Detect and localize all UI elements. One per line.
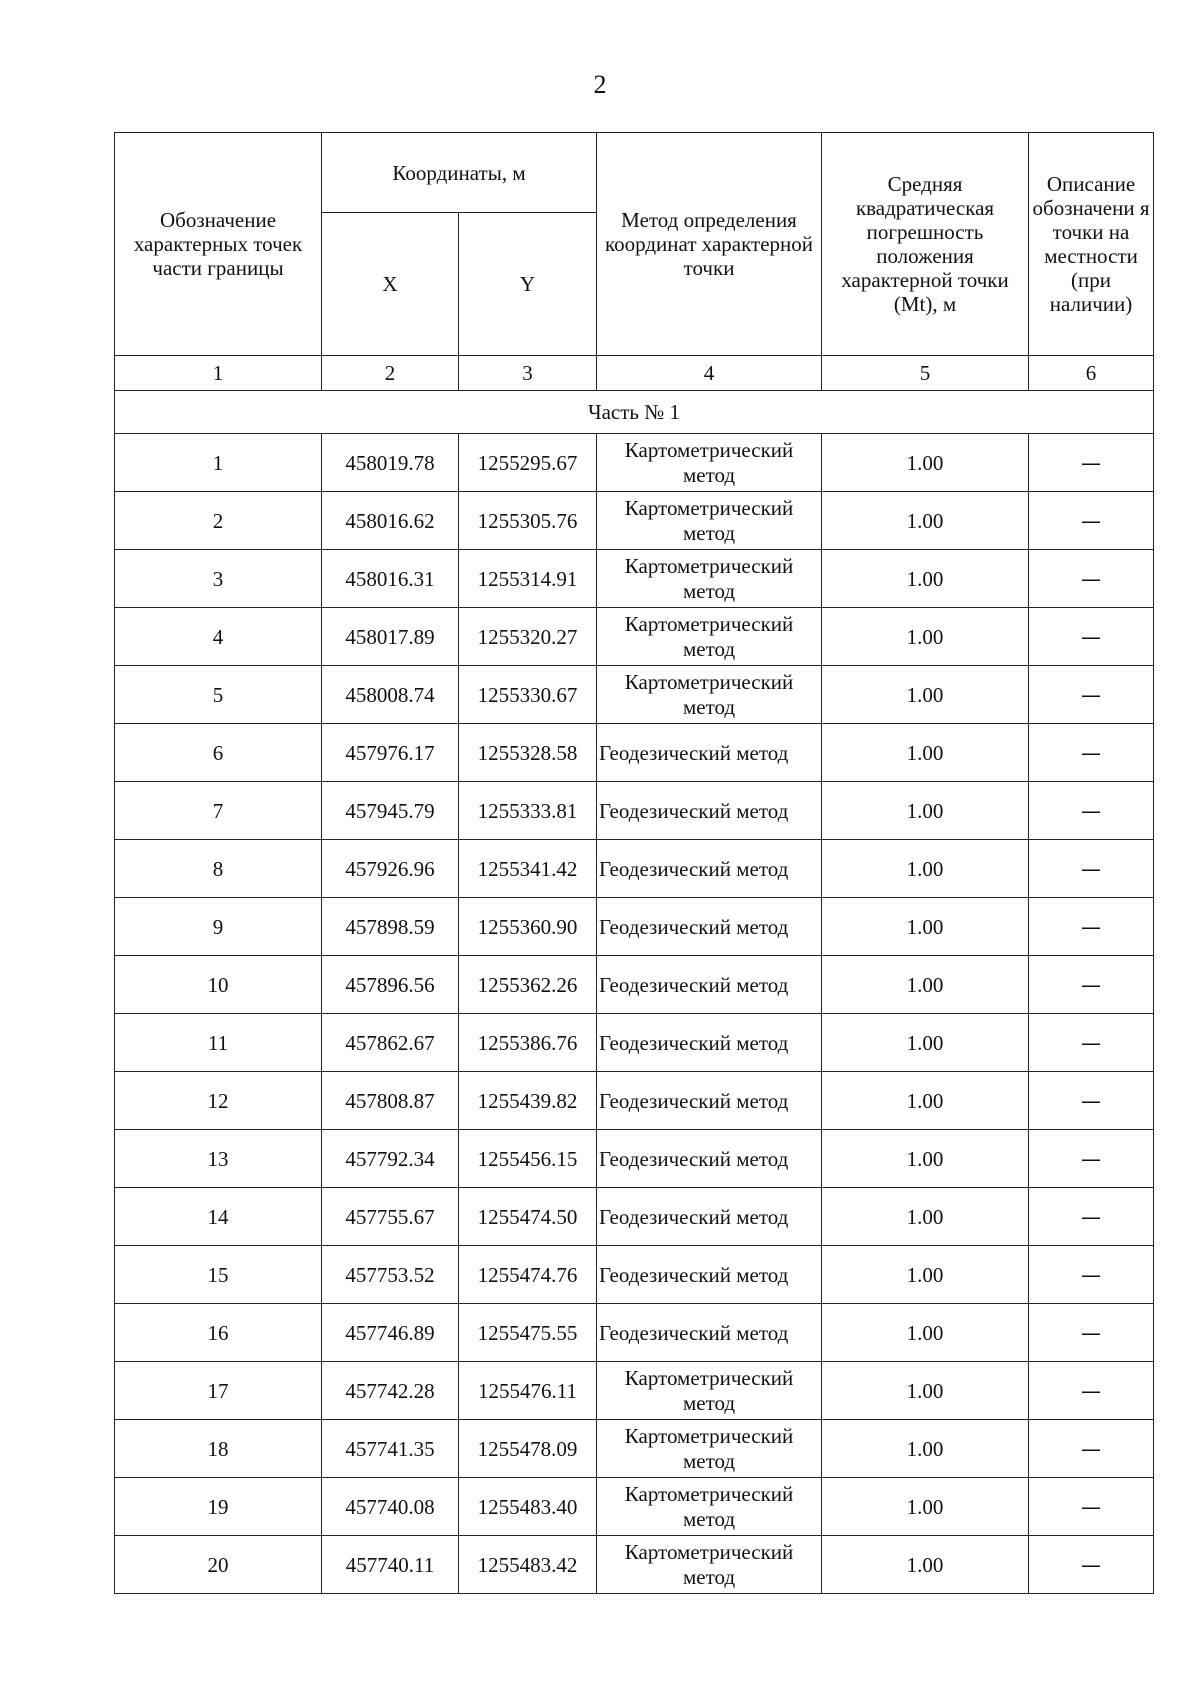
description-cell: — bbox=[1029, 666, 1154, 724]
description-cell: — bbox=[1029, 898, 1154, 956]
error-cell: 1.00 bbox=[822, 724, 1029, 782]
point-number-cell: 16 bbox=[115, 1304, 322, 1362]
y-coordinate-cell: 1255314.91 bbox=[459, 550, 597, 608]
description-cell: — bbox=[1029, 840, 1154, 898]
point-number-cell: 19 bbox=[115, 1478, 322, 1536]
y-coordinate-cell: 1255305.76 bbox=[459, 492, 597, 550]
column-number: 4 bbox=[597, 356, 822, 391]
table-row bbox=[115, 1072, 1154, 1130]
point-number-cell: 3 bbox=[115, 550, 322, 608]
method-cell: Картометрический метод bbox=[597, 608, 822, 666]
header-method: Метод определения координат характерной точки bbox=[597, 133, 822, 356]
x-coordinate-cell: 458016.31 bbox=[322, 550, 459, 608]
y-coordinate-cell: 1255456.15 bbox=[459, 1130, 597, 1188]
description-cell: — bbox=[1029, 1072, 1154, 1130]
header-row-top bbox=[115, 133, 1154, 213]
column-number: 5 bbox=[822, 356, 1029, 391]
table-row bbox=[115, 1188, 1154, 1246]
point-number-cell: 15 bbox=[115, 1246, 322, 1304]
header-designation: Обозначение характерных точек части границы bbox=[115, 133, 322, 356]
x-coordinate-cell: 457896.56 bbox=[322, 956, 459, 1014]
method-cell: Геодезический метод bbox=[597, 840, 822, 898]
table-row bbox=[115, 724, 1154, 782]
header-error: Средняя квадратическая погрешность положения характерной точки (Mt), м bbox=[822, 133, 1029, 356]
error-cell: 1.00 bbox=[822, 840, 1029, 898]
method-cell: Картометрический метод bbox=[597, 434, 822, 492]
y-coordinate-cell: 1255295.67 bbox=[459, 434, 597, 492]
error-cell: 1.00 bbox=[822, 608, 1029, 666]
table-row bbox=[115, 608, 1154, 666]
description-cell: — bbox=[1029, 608, 1154, 666]
description-cell: — bbox=[1029, 1246, 1154, 1304]
error-cell: 1.00 bbox=[822, 1188, 1029, 1246]
header-description: Описание обозначени я точки на местности (при наличии) bbox=[1029, 133, 1154, 356]
x-coordinate-cell: 457740.08 bbox=[322, 1478, 459, 1536]
point-number-cell: 4 bbox=[115, 608, 322, 666]
table-row bbox=[115, 782, 1154, 840]
error-cell: 1.00 bbox=[822, 1246, 1029, 1304]
part-row bbox=[115, 391, 1154, 434]
column-number: 3 bbox=[459, 356, 597, 391]
coordinates-table bbox=[114, 132, 1154, 1594]
column-number: 1 bbox=[115, 356, 322, 391]
table-row bbox=[115, 1362, 1154, 1420]
x-coordinate-cell: 457976.17 bbox=[322, 724, 459, 782]
method-cell: Геодезический метод bbox=[597, 1304, 822, 1362]
point-number-cell: 18 bbox=[115, 1420, 322, 1478]
method-cell: Геодезический метод bbox=[597, 724, 822, 782]
y-coordinate-cell: 1255386.76 bbox=[459, 1014, 597, 1072]
column-number-row bbox=[115, 356, 1154, 391]
column-number: 6 bbox=[1029, 356, 1154, 391]
table-row bbox=[115, 1246, 1154, 1304]
x-coordinate-cell: 458008.74 bbox=[322, 666, 459, 724]
column-number: 2 bbox=[322, 356, 459, 391]
x-coordinate-cell: 457755.67 bbox=[322, 1188, 459, 1246]
error-cell: 1.00 bbox=[822, 782, 1029, 840]
point-number-cell: 14 bbox=[115, 1188, 322, 1246]
error-cell: 1.00 bbox=[822, 956, 1029, 1014]
table-row bbox=[115, 492, 1154, 550]
error-cell: 1.00 bbox=[822, 1420, 1029, 1478]
point-number-cell: 12 bbox=[115, 1072, 322, 1130]
error-cell: 1.00 bbox=[822, 1014, 1029, 1072]
y-coordinate-cell: 1255476.11 bbox=[459, 1362, 597, 1420]
description-cell: — bbox=[1029, 434, 1154, 492]
method-cell: Картометрический метод bbox=[597, 1362, 822, 1420]
header-x: X bbox=[322, 213, 459, 356]
x-coordinate-cell: 457742.28 bbox=[322, 1362, 459, 1420]
error-cell: 1.00 bbox=[822, 1072, 1029, 1130]
point-number-cell: 2 bbox=[115, 492, 322, 550]
header-y: Y bbox=[459, 213, 597, 356]
x-coordinate-cell: 457945.79 bbox=[322, 782, 459, 840]
x-coordinate-cell: 457746.89 bbox=[322, 1304, 459, 1362]
y-coordinate-cell: 1255475.55 bbox=[459, 1304, 597, 1362]
table-row bbox=[115, 1536, 1154, 1594]
x-coordinate-cell: 457898.59 bbox=[322, 898, 459, 956]
y-coordinate-cell: 1255474.50 bbox=[459, 1188, 597, 1246]
y-coordinate-cell: 1255360.90 bbox=[459, 898, 597, 956]
y-coordinate-cell: 1255333.81 bbox=[459, 782, 597, 840]
point-number-cell: 17 bbox=[115, 1362, 322, 1420]
table-row bbox=[115, 1014, 1154, 1072]
table-row bbox=[115, 666, 1154, 724]
table-row bbox=[115, 434, 1154, 492]
description-cell: — bbox=[1029, 724, 1154, 782]
x-coordinate-cell: 457808.87 bbox=[322, 1072, 459, 1130]
method-cell: Картометрический метод bbox=[597, 1478, 822, 1536]
table-row bbox=[115, 840, 1154, 898]
point-number-cell: 7 bbox=[115, 782, 322, 840]
x-coordinate-cell: 457753.52 bbox=[322, 1246, 459, 1304]
description-cell: — bbox=[1029, 1188, 1154, 1246]
table-row bbox=[115, 1478, 1154, 1536]
error-cell: 1.00 bbox=[822, 666, 1029, 724]
method-cell: Картометрический метод bbox=[597, 666, 822, 724]
method-cell: Геодезический метод bbox=[597, 1246, 822, 1304]
point-number-cell: 11 bbox=[115, 1014, 322, 1072]
description-cell: — bbox=[1029, 1014, 1154, 1072]
x-coordinate-cell: 457740.11 bbox=[322, 1536, 459, 1594]
y-coordinate-cell: 1255483.42 bbox=[459, 1536, 597, 1594]
point-number-cell: 8 bbox=[115, 840, 322, 898]
description-cell: — bbox=[1029, 956, 1154, 1014]
table-row bbox=[115, 1420, 1154, 1478]
description-cell: — bbox=[1029, 1478, 1154, 1536]
point-number-cell: 10 bbox=[115, 956, 322, 1014]
point-number-cell: 6 bbox=[115, 724, 322, 782]
method-cell: Геодезический метод bbox=[597, 1072, 822, 1130]
description-cell: — bbox=[1029, 1420, 1154, 1478]
method-cell: Геодезический метод bbox=[597, 782, 822, 840]
error-cell: 1.00 bbox=[822, 550, 1029, 608]
point-number-cell: 9 bbox=[115, 898, 322, 956]
x-coordinate-cell: 458016.62 bbox=[322, 492, 459, 550]
method-cell: Картометрический метод bbox=[597, 550, 822, 608]
error-cell: 1.00 bbox=[822, 1362, 1029, 1420]
y-coordinate-cell: 1255330.67 bbox=[459, 666, 597, 724]
point-number-cell: 20 bbox=[115, 1536, 322, 1594]
x-coordinate-cell: 458019.78 bbox=[322, 434, 459, 492]
description-cell: — bbox=[1029, 782, 1154, 840]
method-cell: Геодезический метод bbox=[597, 898, 822, 956]
y-coordinate-cell: 1255474.76 bbox=[459, 1246, 597, 1304]
method-cell: Картометрический метод bbox=[597, 1420, 822, 1478]
method-cell: Геодезический метод bbox=[597, 956, 822, 1014]
table-row bbox=[115, 550, 1154, 608]
y-coordinate-cell: 1255328.58 bbox=[459, 724, 597, 782]
description-cell: — bbox=[1029, 1536, 1154, 1594]
x-coordinate-cell: 458017.89 bbox=[322, 608, 459, 666]
method-cell: Картометрический метод bbox=[597, 1536, 822, 1594]
error-cell: 1.00 bbox=[822, 492, 1029, 550]
error-cell: 1.00 bbox=[822, 1130, 1029, 1188]
method-cell: Геодезический метод bbox=[597, 1014, 822, 1072]
error-cell: 1.00 bbox=[822, 1478, 1029, 1536]
description-cell: — bbox=[1029, 492, 1154, 550]
error-cell: 1.00 bbox=[822, 1536, 1029, 1594]
y-coordinate-cell: 1255439.82 bbox=[459, 1072, 597, 1130]
y-coordinate-cell: 1255478.09 bbox=[459, 1420, 597, 1478]
y-coordinate-cell: 1255341.42 bbox=[459, 840, 597, 898]
part-label: Часть № 1 bbox=[115, 391, 1154, 434]
description-cell: — bbox=[1029, 1304, 1154, 1362]
x-coordinate-cell: 457862.67 bbox=[322, 1014, 459, 1072]
x-coordinate-cell: 457926.96 bbox=[322, 840, 459, 898]
method-cell: Геодезический метод bbox=[597, 1130, 822, 1188]
method-cell: Картометрический метод bbox=[597, 492, 822, 550]
description-cell: — bbox=[1029, 1130, 1154, 1188]
method-cell: Геодезический метод bbox=[597, 1188, 822, 1246]
table-row bbox=[115, 898, 1154, 956]
table-row bbox=[115, 1304, 1154, 1362]
error-cell: 1.00 bbox=[822, 434, 1029, 492]
description-cell: — bbox=[1029, 1362, 1154, 1420]
x-coordinate-cell: 457741.35 bbox=[322, 1420, 459, 1478]
description-cell: — bbox=[1029, 550, 1154, 608]
point-number-cell: 1 bbox=[115, 434, 322, 492]
y-coordinate-cell: 1255320.27 bbox=[459, 608, 597, 666]
error-cell: 1.00 bbox=[822, 898, 1029, 956]
y-coordinate-cell: 1255483.40 bbox=[459, 1478, 597, 1536]
error-cell: 1.00 bbox=[822, 1304, 1029, 1362]
header-coordinates: Координаты, м bbox=[322, 133, 597, 213]
table-row bbox=[115, 956, 1154, 1014]
table-row bbox=[115, 1130, 1154, 1188]
point-number-cell: 5 bbox=[115, 666, 322, 724]
x-coordinate-cell: 457792.34 bbox=[322, 1130, 459, 1188]
y-coordinate-cell: 1255362.26 bbox=[459, 956, 597, 1014]
page-number: 2 bbox=[593, 70, 607, 99]
point-number-cell: 13 bbox=[115, 1130, 322, 1188]
